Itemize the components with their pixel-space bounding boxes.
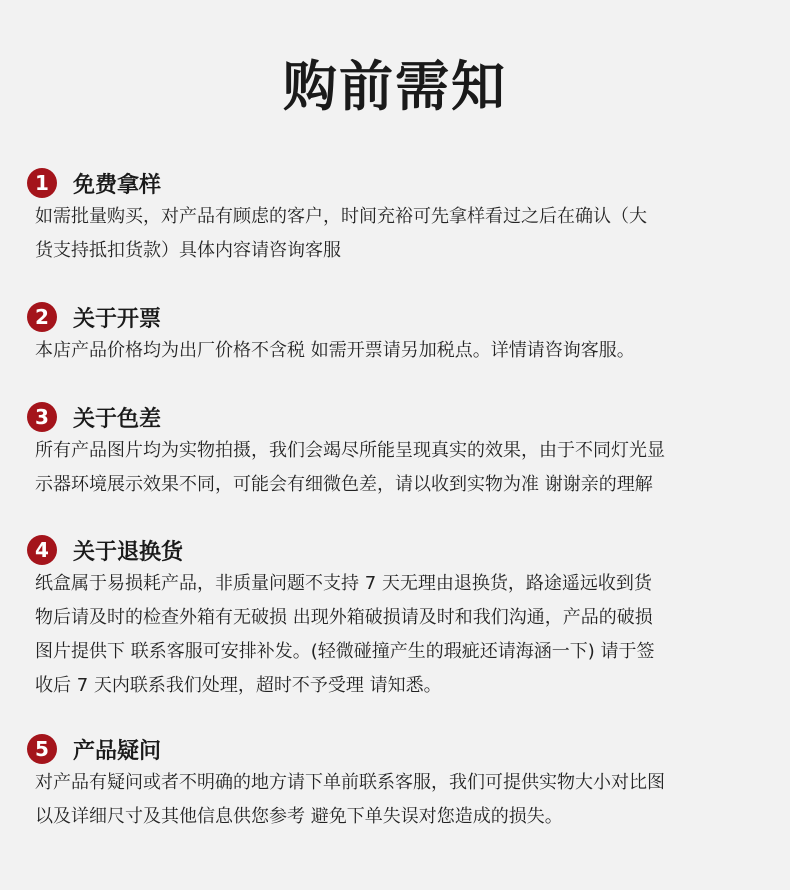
section-text <box>27 200 767 268</box>
text-line: 如需批量购买，对产品有顾虑的客户，时间充裕可先拿样看过之后在确认（大 <box>35 206 647 227</box>
section-header <box>27 402 767 432</box>
text-line: 物后请及时的检查外箱有无破损 出现外箱破损请及时和我们沟通，产品的破损 <box>35 607 653 628</box>
section-text <box>27 334 767 368</box>
section-heading: 关于退换货 <box>73 539 184 565</box>
page-title: 购前需知 <box>283 55 507 118</box>
section-free-sample <box>27 168 767 268</box>
number-badge: 1 <box>27 168 57 198</box>
section-invoice <box>27 302 767 368</box>
section-color-difference <box>27 402 767 502</box>
section-heading: 关于色差 <box>73 406 162 432</box>
section-heading: 免费拿样 <box>73 172 162 198</box>
number-badge: 5 <box>27 734 57 764</box>
number-badge: 2 <box>27 302 57 332</box>
section-header <box>27 302 767 332</box>
text-line: 所有产品图片均为实物拍摄，我们会竭尽所能呈现真实的效果，由于不同灯光显 <box>35 440 665 461</box>
text-line: 以及详细尺寸及其他信息供您参考 避免下单失误对您造成的损失。 <box>35 806 563 827</box>
section-header <box>27 734 767 764</box>
number-badge: 3 <box>27 402 57 432</box>
section-heading: 关于开票 <box>73 306 162 332</box>
section-text <box>27 766 767 834</box>
number-badge: 4 <box>27 535 57 565</box>
text-line: 收后 7 天内联系我们处理，超时不予受理 请知悉。 <box>35 675 442 696</box>
text-line: 货支持抵扣货款）具体内容请咨询客服 <box>35 240 341 261</box>
section-text <box>27 434 767 502</box>
section-returns <box>27 535 767 703</box>
text-line: 示器环境展示效果不同，可能会有细微色差，请以收到实物为准 谢谢亲的理解 <box>35 474 653 495</box>
text-line: 纸盒属于易损耗产品，非质量问题不支持 7 天无理由退换货，路途遥远收到货 <box>35 573 652 594</box>
section-text <box>27 567 767 703</box>
text-line: 对产品有疑问或者不明确的地方请下单前联系客服，我们可提供实物大小对比图 <box>35 772 665 793</box>
section-heading: 产品疑问 <box>73 738 162 764</box>
text-line: 图片提供下 联系客服可安排补发。(轻微碰撞产生的瑕疵还请海涵一下) 请于签 <box>35 641 655 662</box>
section-header <box>27 168 767 198</box>
section-header <box>27 535 767 565</box>
section-product-questions <box>27 734 767 834</box>
text-line: 本店产品价格均为出厂价格不含税 如需开票请另加税点。详情请咨询客服。 <box>35 340 635 361</box>
